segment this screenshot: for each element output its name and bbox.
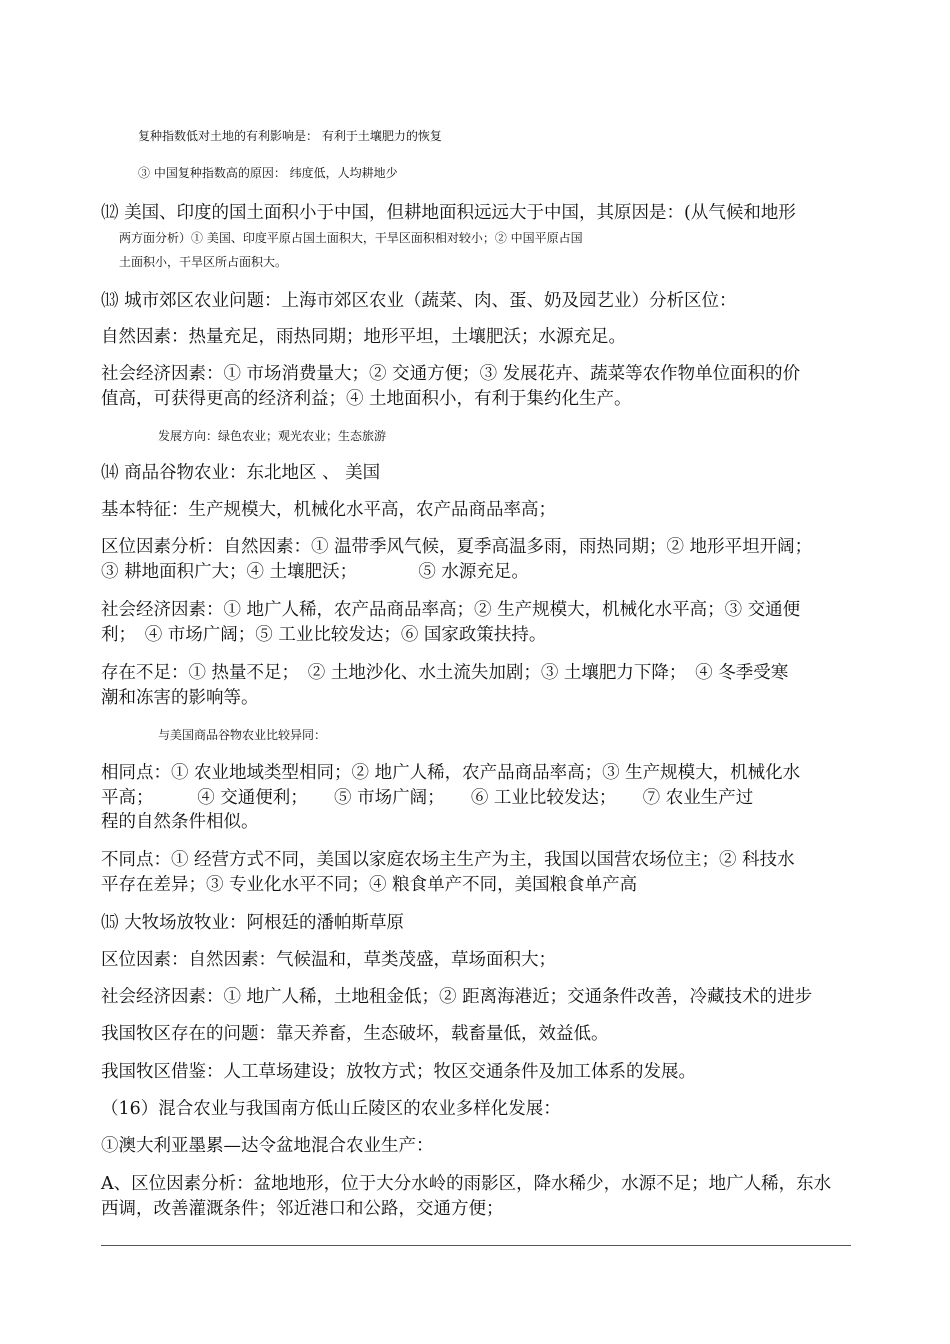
- text-line: ③ 中国复种指数高的原因： 纬度低，人均耕地少: [138, 166, 398, 180]
- text-line: 与美国商品谷物农业比较异同：: [158, 728, 327, 742]
- text-line: 复种指数低对土地的有利影响是： 有利于土壤肥力的恢复: [138, 129, 442, 143]
- text-line: 自然因素：热量充足，雨热同期；地形平坦，土壤肥沃；水源充足。: [101, 327, 626, 347]
- text-line: 区位因素：自然因素：气候温和，草类茂盛，草场面积大；: [101, 950, 556, 970]
- text-line: 社会经济因素：① 市场消费量大；② 交通方便；③ 发展花卉、蔬菜等农作物单位面积的价: [101, 364, 801, 384]
- text-line: 西调，改善灌溉条件；邻近港口和公路，交通方便；: [101, 1199, 504, 1219]
- text-line: 值高，可获得更高的经济利益；④ 土地面积小，有利于集约化生产。: [101, 389, 632, 409]
- text-line: ⑿ 美国、印度的国土面积小于中国，但耕地面积远远大于中国，其原因是：(从气候和地形: [101, 203, 796, 223]
- text-line: 潮和冻害的影响等。: [101, 688, 259, 708]
- text-line: 基本特征：生产规模大，机械化水平高，农产品商品率高；: [101, 500, 556, 520]
- text-line: 存在不足：① 热量不足； ② 土地沙化、水土流失加剧；③ 土壤肥力下降； ④ 冬季受寒: [101, 663, 789, 683]
- text-line: 社会经济因素：① 地广人稀，农产品商品率高；② 生产规模大，机械化水平高；③ 交通便: [101, 600, 801, 620]
- text-line: ⒁ 商品谷物农业：东北地区 、 美国: [101, 463, 381, 483]
- text-line: 两方面分析）① 美国、印度平原占国土面积大，干旱区面积相对较小；② 中国平原占国: [119, 231, 583, 245]
- text-line: 程的自然条件相似。: [101, 812, 259, 832]
- footer-divider: [101, 1245, 851, 1246]
- text-line: 我国牧区存在的问题：靠天养畜，生态破坏，载畜量低，效益低。: [101, 1024, 609, 1044]
- text-line: 平高； ④ 交通便利； ⑤ 市场广阔； ⑥ 工业比较发达； ⑦ 农业生产过: [101, 788, 754, 808]
- text-line: ③ 耕地面积广大；④ 土壤肥沃； ⑤ 水源充足。: [101, 562, 529, 582]
- text-line: ⒂ 大牧场放牧业：阿根廷的潘帕斯草原: [101, 913, 405, 933]
- text-line: 平存在差异；③ 专业化水平不同；④ 粮食单产不同，美国粮食单产高: [101, 875, 638, 895]
- text-line: 区位因素分析：自然因素：① 温带季风气候，夏季高温多雨，雨热同期；② 地形平坦开阔；: [101, 537, 813, 557]
- text-line: 发展方向：绿色农业；观光农业；生态旅游: [158, 429, 387, 443]
- text-line: 利； ④ 市场广阔；⑤ 工业比较发达；⑥ 国家政策扶持。: [101, 625, 547, 645]
- text-line: 相同点：① 农业地域类型相同；② 地广人稀，农产品商品率高；③ 生产规模大，机械化水: [101, 763, 801, 783]
- text-line: 不同点：① 经营方式不同，美国以家庭农场主生产为主，我国以国营农场位主；② 科技水: [101, 850, 795, 870]
- text-line: （16）混合农业与我国南方低山丘陵区的农业多样化发展：: [101, 1099, 561, 1119]
- text-line: ⒀ 城市郊区农业问题：上海市郊区农业（蔬菜、肉、蛋、奶及园艺业）分析区位：: [101, 291, 737, 311]
- text-line: ①澳大利亚墨累—达令盆地混合农业生产：: [101, 1136, 434, 1156]
- text-line: 我国牧区借鉴：人工草场建设；放牧方式；牧区交通条件及加工体系的发展。: [101, 1062, 696, 1082]
- text-line: 社会经济因素：① 地广人稀，土地租金低；② 距离海港近；交通条件改善，冷藏技术的进步: [101, 987, 813, 1007]
- text-line: A、区位因素分析：盆地地形，位于大分水岭的雨影区，降水稀少，水源不足；地广人稀，东水: [101, 1174, 832, 1194]
- text-line: 土面积小，干旱区所占面积大。: [119, 255, 288, 269]
